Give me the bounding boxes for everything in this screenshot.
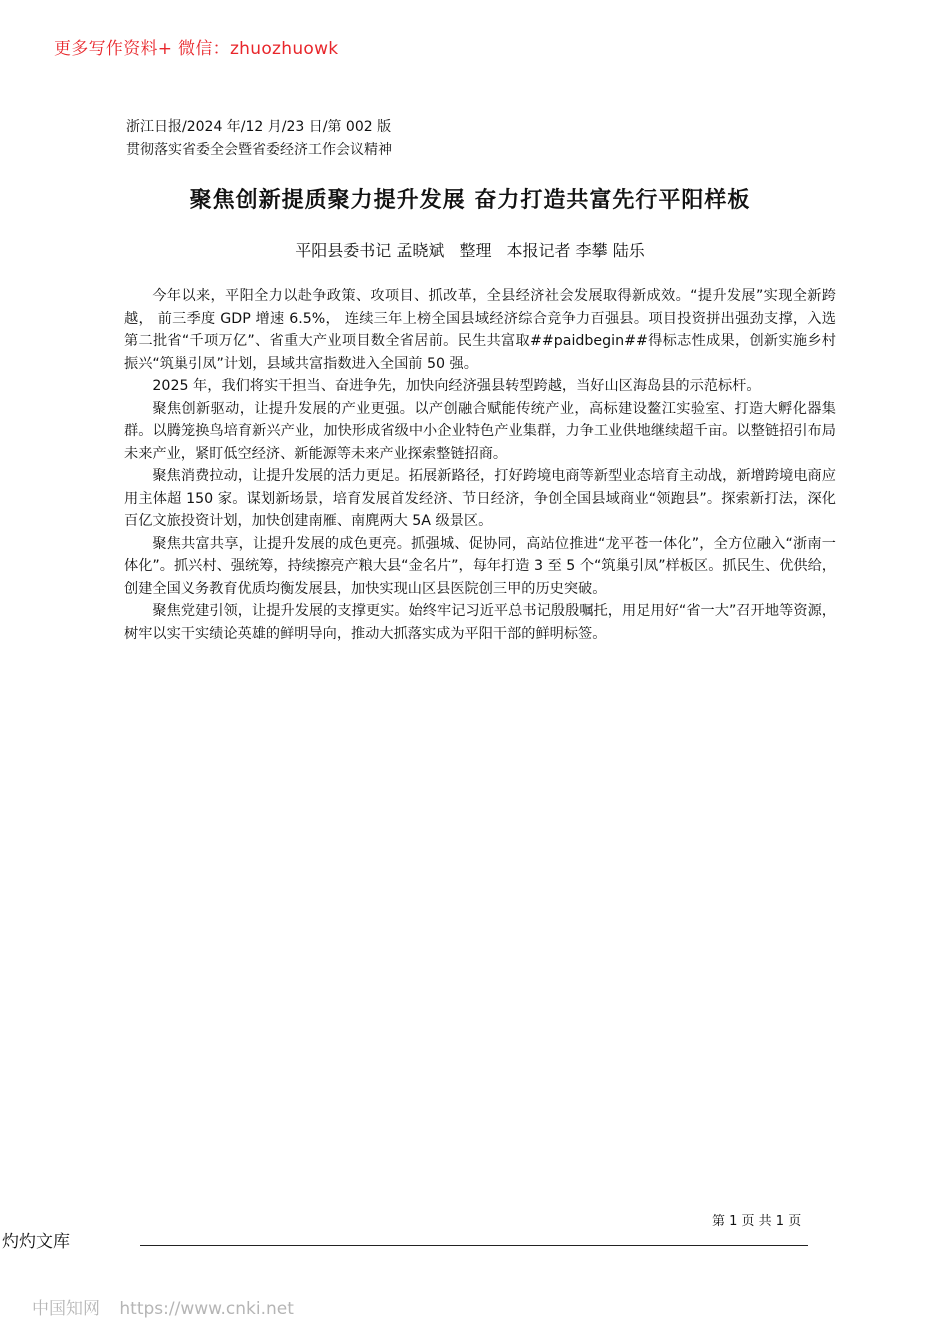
paragraph: 2025 年，我们将实干担当、奋进争先，加快向经济强县转型跨越，当好山区海岛县的示范标杆。	[152, 378, 761, 394]
column-line: 贯彻落实省委全会暨省委经济工作会议精神	[126, 142, 392, 158]
byline-reporters: 本报记者 李攀 陆乐	[506, 241, 645, 260]
source-line: 浙江日报/2024 年/12 月/23 日/第 002 版	[126, 119, 392, 135]
footer-brand: 灼灼文库	[2, 1232, 70, 1252]
paragraph: 聚焦创新驱动，让提升发展的产业更强。以产创融合赋能传统产业，高标建设鳌江实验室、打造大孵化器集群。以腾笼换鸟培育新兴产业，加快形成省级中小企业特色产业集群，力争工业供地继续超千亩。以整链招引布局未来产业，紧盯低空经济、新能源等未来产业探索整链招商。	[124, 400, 836, 462]
paragraph: 聚焦共富共享，让提升发展的成色更亮。抓强城、促协同，高站位推进“龙平苍一体化”，全方位融入“浙南一体化”。抓兴村、强统筹，持续擦亮产粮大县“金名片”，每年打造 3 至 5 个“筑巢引凤”样板区。抓民生、优供给，创建全国义务教育优质均衡发展县，加快实现山区县医院创三甲的历史突破。	[124, 535, 836, 597]
article-title: 聚焦创新提质聚力提升发展 奋力打造共富先行平阳样板	[189, 188, 751, 213]
watermark-url: https://www.cnki.net	[119, 1299, 294, 1319]
paragraph: 聚焦消费拉动，让提升发展的活力更足。拓展新路径，打好跨境电商等新型业态培育主动战，新增跨境电商应用主体超 150 家。谋划新场景，培育发展首发经济、节日经济，争创全国县域商业“领跑县”。探索新打法，深化百亿文旅投资计划，加快创建南雁、南麂两大 5A 级景区。	[124, 468, 836, 529]
footer-divider	[140, 1245, 808, 1246]
article-body	[124, 285, 836, 645]
paragraph: 今年以来，平阳全力以赴争政策、攻项目、抓改革，全县经济社会发展取得新成效。“提升发展”实现全新跨越， 前三季度 GDP 增速 6.5%， 连续三年上榜全国县域经济综合竞争力百强县。项目投资拼出强劲支撑，入选第二批省“千项万亿”、省重大产业项目数全省居前。民生共富取##paidbegin##得标志性成果，创新实施乡村振兴“筑巢引凤”计划，县域共富指数进入全国前 50 强。	[124, 288, 836, 372]
watermark-site: 中国知网	[32, 1299, 100, 1319]
paragraph: 聚焦党建引领，让提升发展的支撑更实。始终牢记习近平总书记殷殷嘱托，用足用好“省一大”召开地等资源，树牢以实干实绩论英雄的鲜明导向，推动大抓落实成为平阳干部的鲜明标签。	[124, 603, 836, 642]
byline-author: 平阳县委书记 孟晓斌	[295, 241, 445, 260]
page-number: 第 1 页 共 1 页	[712, 1214, 802, 1229]
byline-edited: 整理	[459, 241, 492, 260]
promo-banner[interactable]: 更多写作资料+ 微信：zhuozhuowk	[54, 39, 339, 59]
byline	[0, 238, 940, 261]
watermark	[32, 1294, 308, 1319]
